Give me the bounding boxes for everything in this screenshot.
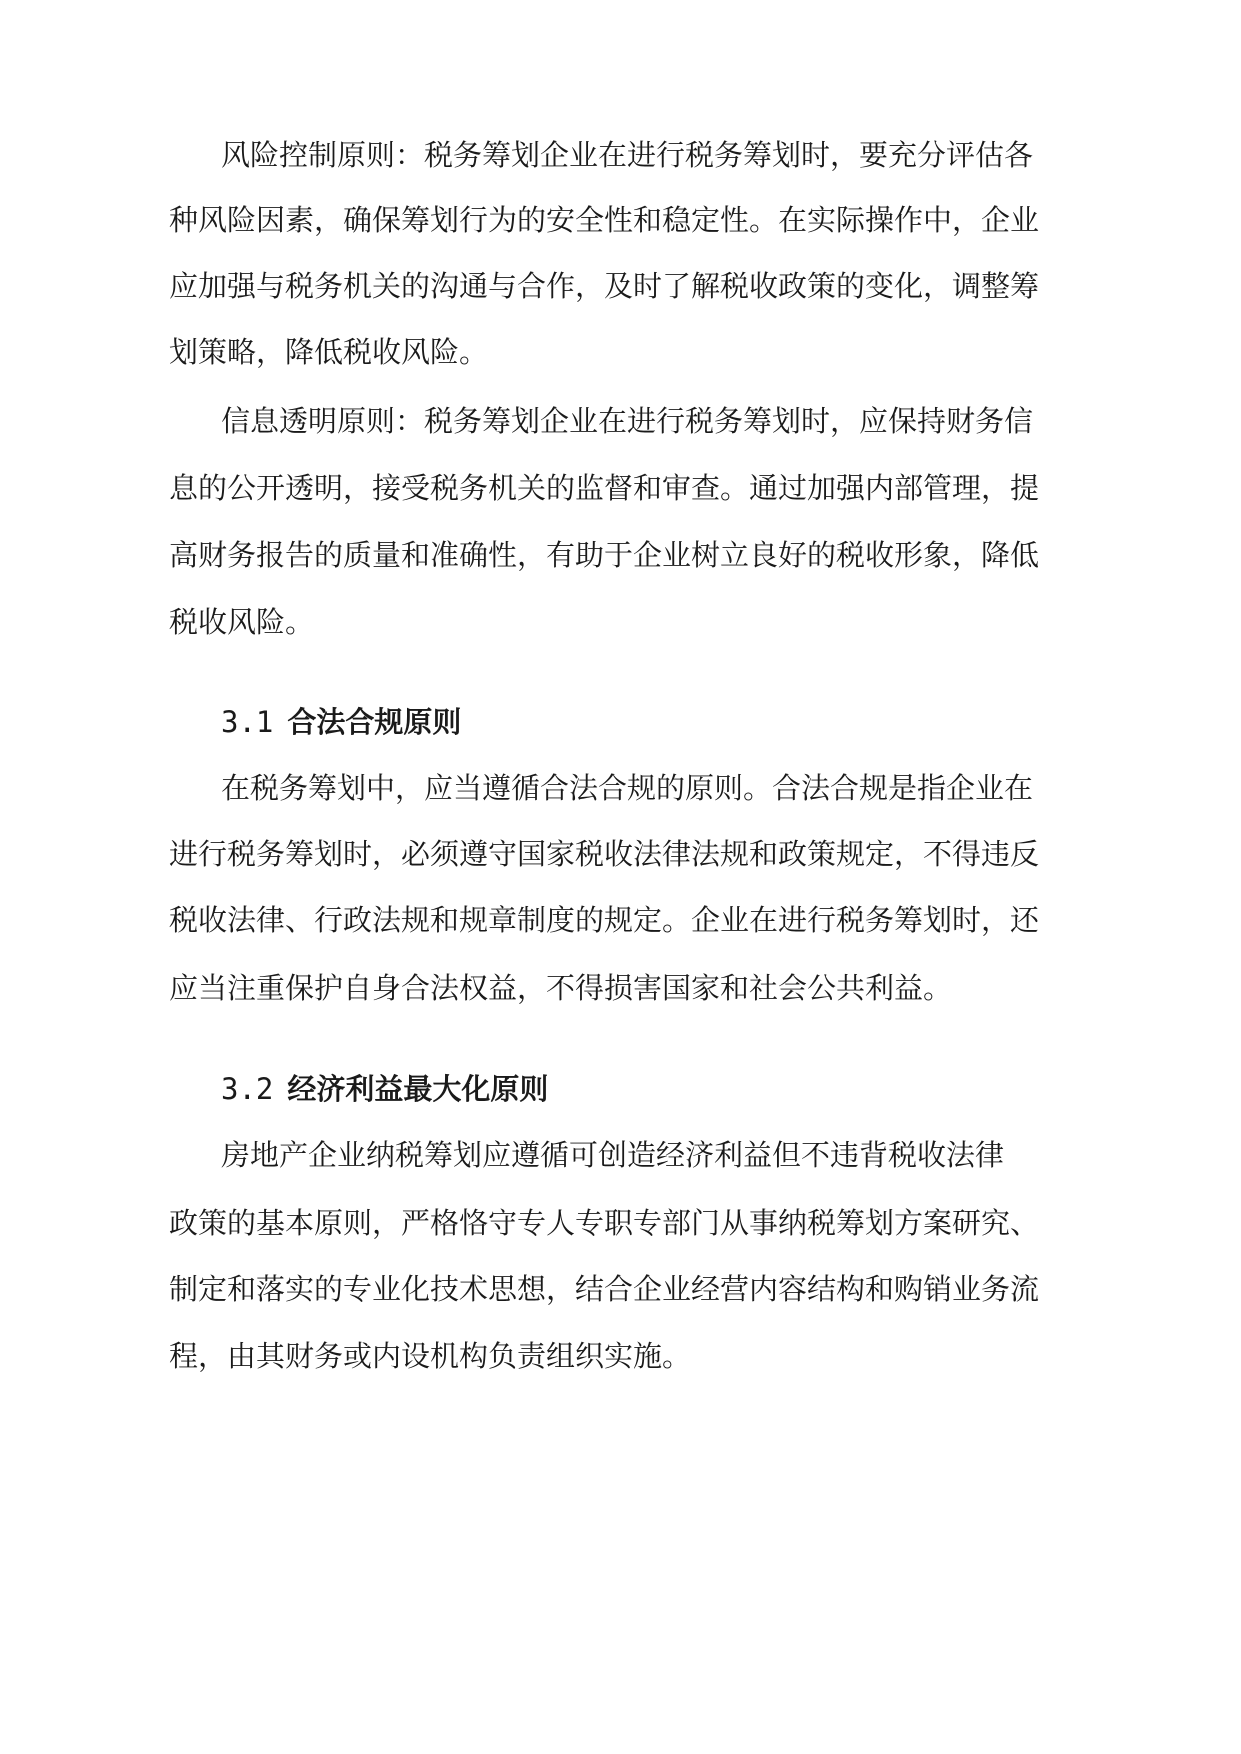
- section-heading-3-1: [221, 702, 461, 742]
- section-number: 3.2: [221, 1072, 274, 1106]
- text-line: 房地产企业纳税筹划应遵循可创造经济利益但不违背税收法律: [221, 1138, 1005, 1172]
- section-heading-3-2: [221, 1069, 548, 1109]
- text-line: 程，由其财务或内设机构负责组织实施。: [169, 1339, 692, 1373]
- text-line: 税收风险。: [169, 605, 315, 639]
- text-line: 种风险因素，确保筹划行为的安全性和稳定性。在实际操作中，企业: [169, 203, 1040, 237]
- text-line: 税收法律、行政法规和规章制度的规定。企业在进行税务筹划时，还: [169, 903, 1040, 937]
- text-line: 息的公开透明，接受税务机关的监督和审查。通过加强内部管理，提: [169, 471, 1040, 505]
- text-line: 高财务报告的质量和准确性，有助于企业树立良好的税收形象，降低: [169, 538, 1040, 572]
- text-line: 风险控制原则：税务筹划企业在进行税务筹划时，要充分评估各: [221, 138, 1034, 172]
- text-line: 信息透明原则：税务筹划企业在进行税务筹划时，应保持财务信: [221, 404, 1034, 438]
- text-line: 在税务筹划中，应当遵循合法合规的原则。合法合规是指企业在: [221, 771, 1034, 805]
- text-line: 制定和落实的专业化技术思想，结合企业经营内容结构和购销业务流: [169, 1272, 1040, 1306]
- section-title: 合法合规原则: [287, 705, 462, 739]
- section-title: 经济利益最大化原则: [287, 1072, 549, 1106]
- text-line: 应当注重保护自身合法权益，不得损害国家和社会公共利益。: [169, 971, 953, 1005]
- text-line: 政策的基本原则，严格恪守专人专职专部门从事纳税筹划方案研究、: [169, 1206, 1040, 1240]
- section-number: 3.1: [221, 705, 274, 739]
- text-line: 进行税务筹划时，必须遵守国家税收法律法规和政策规定，不得违反: [169, 837, 1040, 871]
- text-line: 划策略，降低税收风险。: [169, 335, 489, 369]
- text-line: 应加强与税务机关的沟通与合作，及时了解税收政策的变化，调整筹: [169, 269, 1040, 303]
